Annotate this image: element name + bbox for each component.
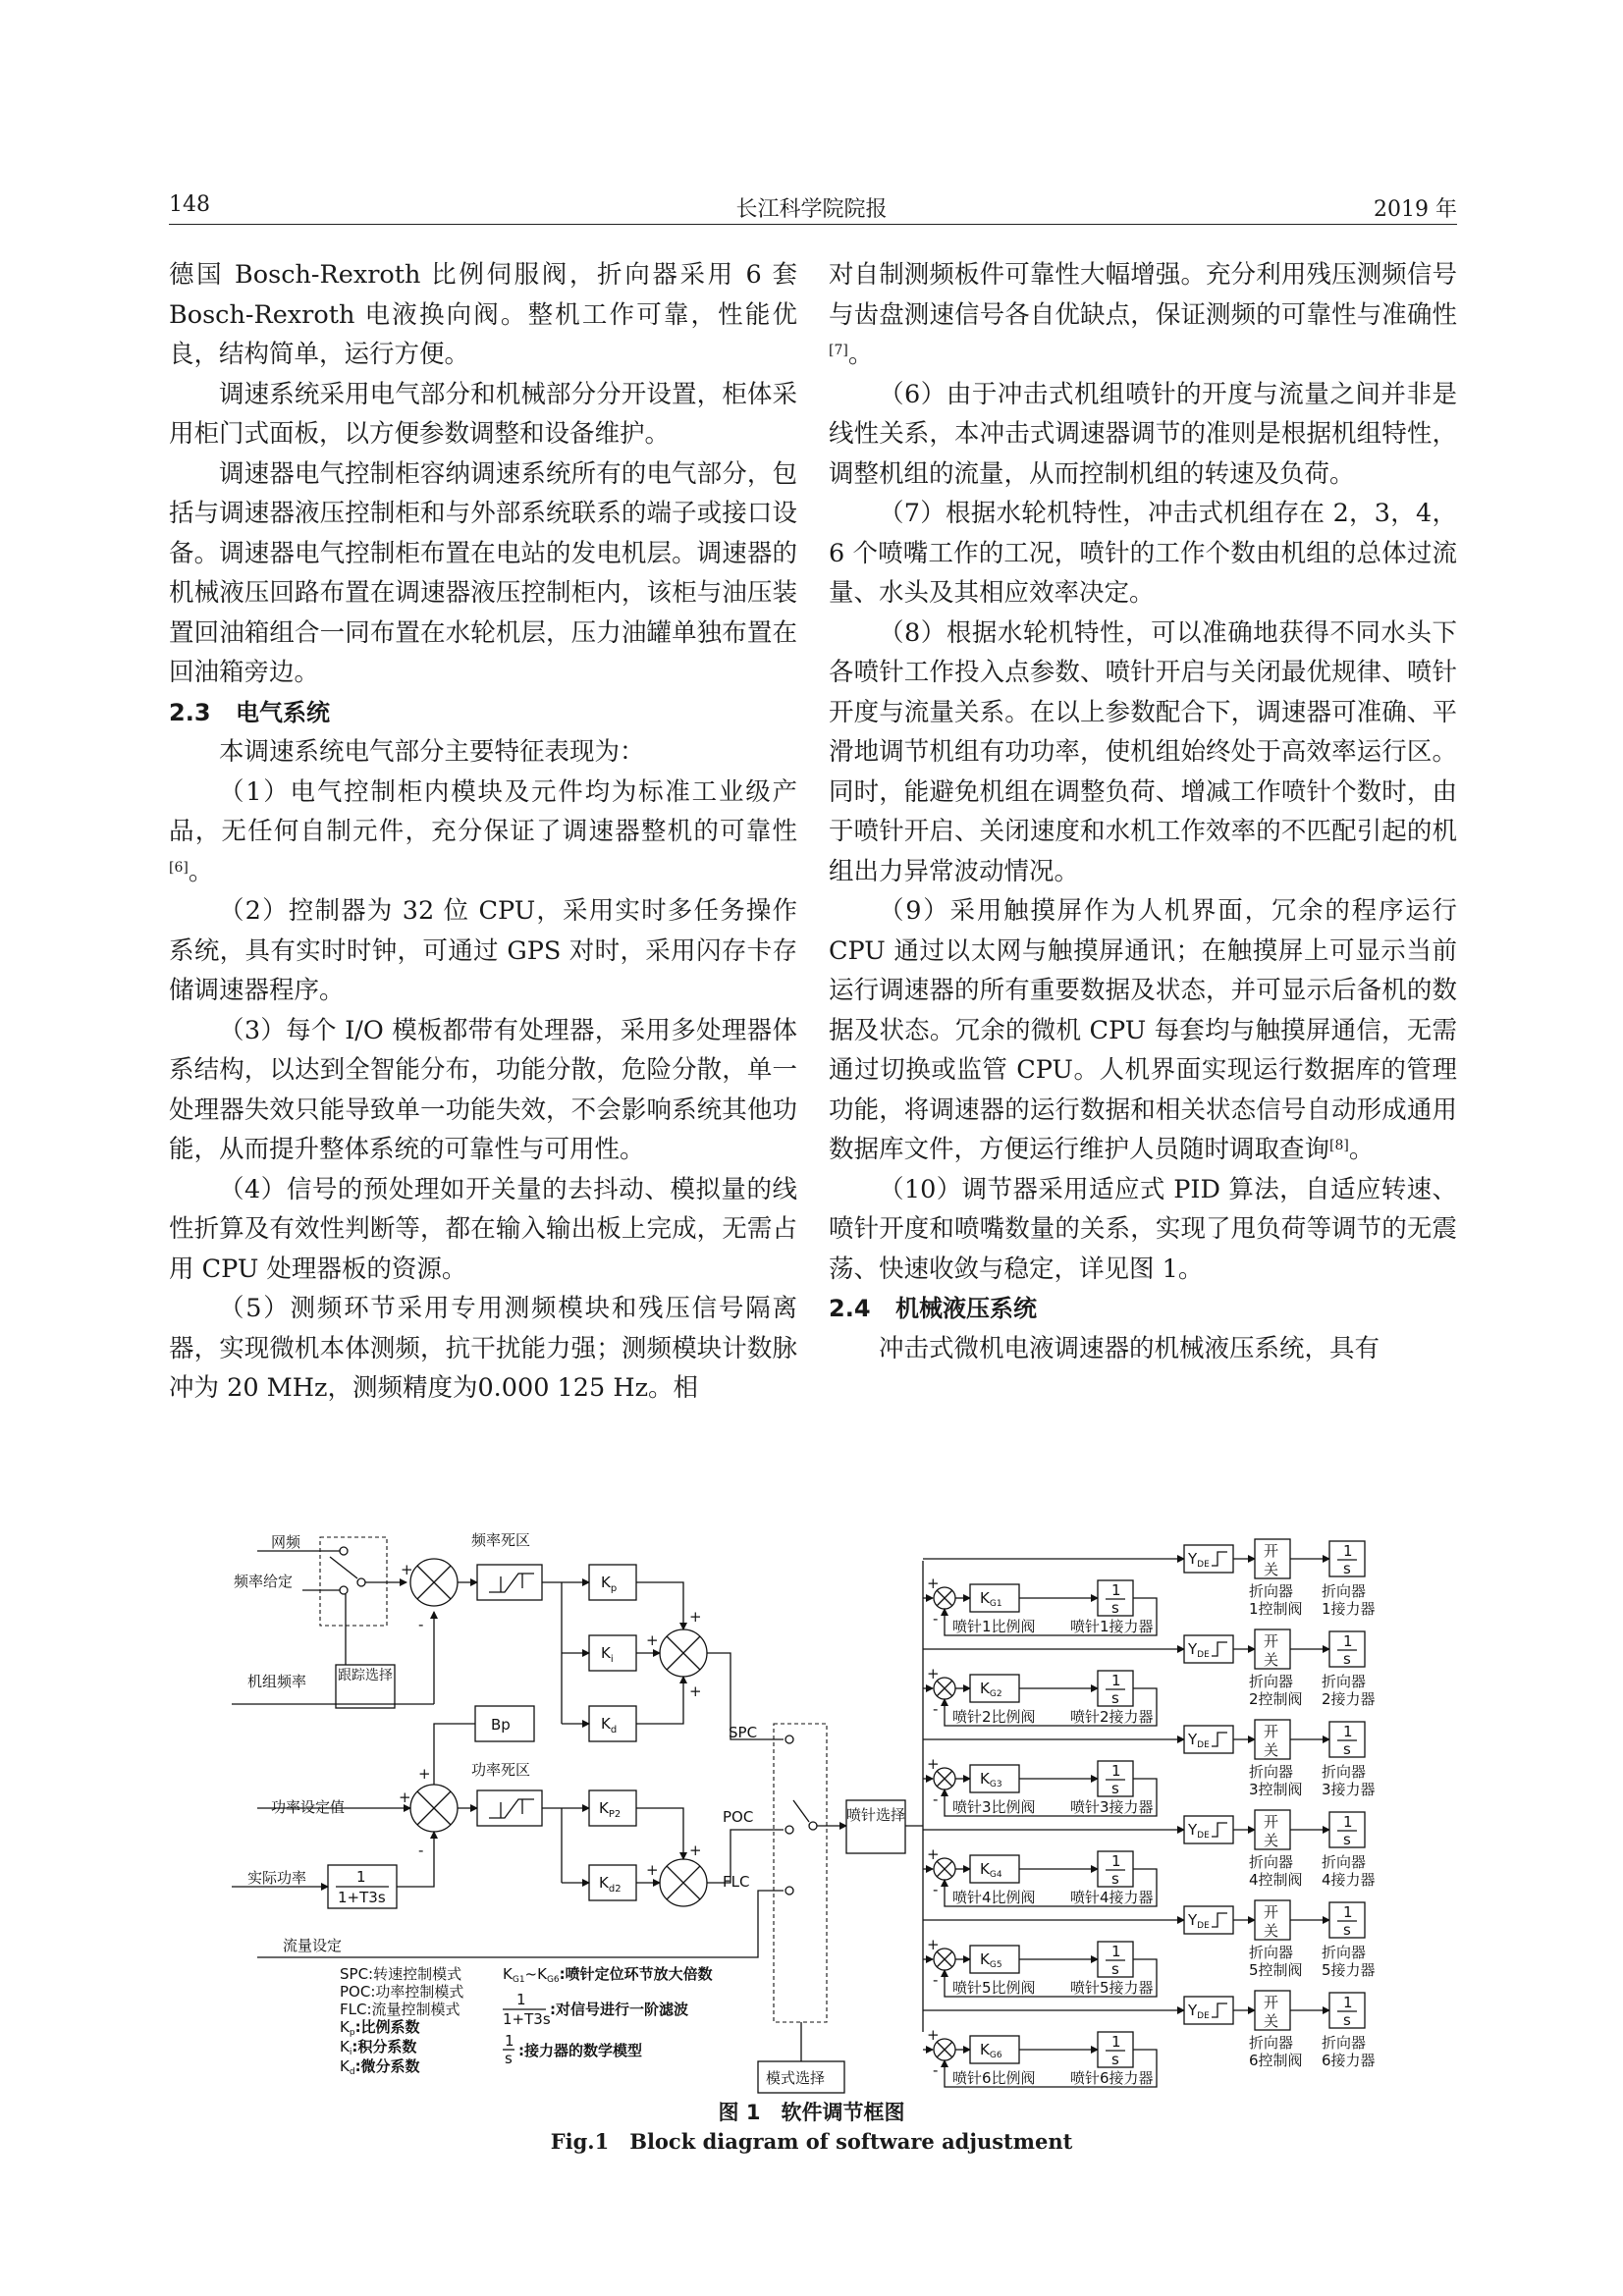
integrator-denominator: s [1111,1689,1119,1707]
sign-plus: + [927,1665,940,1682]
deflector-valve-label: 折向器 [1249,2034,1294,2052]
needle-gain-label: $K_{G4}$ [980,1860,1002,1880]
section-title: 电气系统 [236,698,331,726]
integrator-numerator: 1 [1111,1581,1121,1599]
sign-plus: + [927,1755,940,1773]
switch-contact [340,1586,348,1594]
kp-label: $K_p$ [601,1574,618,1594]
integrator-denominator: s [1343,1650,1351,1668]
switch-label-bottom: 关 [1264,1741,1279,1759]
paragraph-text: 对自制测频板件可靠性大幅增强。充分利用残压测频信号与齿盘测速信号各自优缺点，保证测频的可靠性与准确性 [829,260,1457,330]
sign-plus: + [401,1561,413,1578]
deflector-valve-label: 4控制阀 [1249,1871,1303,1889]
ydef-label: $Y_{DE}$ [1188,2002,1210,2021]
deflector-valve-label: 3控制阀 [1249,1781,1303,1798]
needle-valve-label: 喷针5比例阀 [952,1979,1036,1997]
deflector-valve-label: 折向器 [1249,1582,1294,1600]
sign-plus: + [927,2026,940,2044]
filter-out-line [397,1832,434,1887]
deflector-servo-label: 2接力器 [1322,1690,1376,1708]
needle-gain-label: $K_{G1}$ [980,1589,1002,1609]
deflector-servo-label: 6接力器 [1322,2052,1376,2069]
pid-sum-junction [660,1629,707,1677]
bp-link [434,1724,475,1785]
sign-minus: - [933,1700,939,1718]
switch-label-top: 开 [1264,1994,1279,2011]
needle-servo-label: 喷针5接力器 [1070,1979,1154,1997]
sign-plus: + [646,1631,659,1649]
section-title: 机械液压系统 [895,1295,1038,1322]
legend-poc: POC:功率控制模式 [340,1983,464,2001]
figure-caption-cn: 图 1 软件调节框图 [718,2101,905,2124]
kp2-label: $K_{P2}$ [599,1799,622,1820]
track-select-label: 跟踪选择 [338,1668,393,1683]
switch-blade [793,1800,809,1822]
deflector-servo-label: 5接力器 [1322,1961,1376,1979]
switch-label-top: 开 [1264,1903,1279,1921]
input-label-power-set: 功率设定值 [271,1798,346,1816]
paragraph: 德国 Bosch-Rexroth 比例伺服阀，折向器采用 6 套 Bosch-Rexroth 电液换向阀。整机工作可靠，性能优良，结构简单，运行方便。 [169,260,797,369]
figure-caption-en: Fig.1 Block diagram of software adjustment [550,2129,1073,2154]
paragraph: （5）测频环节采用专用测频模块和残压信号隔离器，实现微机本体测频，抗干扰能力强；测频模块计数脉冲为 20 MHz，测频精度为0.000 125 Hz。相 [169,1294,797,1403]
integrator-numerator: 1 [1111,1762,1121,1780]
paragraph: 调速器电气控制柜容纳调速系统所有的电气部分，包括与调速器液压控制柜和与外部系统联系的端子或接口设备。调速器电气控制柜布置在电站的发电机层。调速器的机械液压回路布置在调速器液压控制柜内，该柜与油压装置回油箱组合一同布置在水轮机层，压力油罐单独布置在回油箱旁边。 [169,458,797,687]
switch-contact [340,1547,348,1555]
paragraph: （8）根据水轮机特性，可以准确地获得不同水头下各喷针工作投入点参数、喷针开启与关闭最优规律、喷针开度与流量关系。在以上参数配合下，调速器可准确、平滑地调节机组有功功率，使机组始终处于高效率运行区。同时，能避免机组在调整负荷、增减工作喷针个数时，由于喷针开启、关闭速度和水机工作效率的不匹配引起的机组出力异常波动情况。 [829,617,1457,886]
input-label-grid-freq: 网频 [271,1533,301,1551]
switch-label-top: 开 [1264,1723,1279,1740]
needle-gain-label: $K_{G2}$ [980,1680,1002,1699]
legend-kp: $K_p$:比例系数 [340,2018,420,2038]
deflector-valve-label: 折向器 [1249,1673,1294,1690]
publication-year: 2019 年 [1374,197,1457,222]
switch-blade [330,1557,357,1578]
switch-contact [785,1826,793,1834]
sign-minus: - [933,2061,939,2079]
sign-plus: + [689,1842,702,1859]
kp-block [589,1565,636,1600]
mode-flc-label: FLC [723,1873,750,1891]
deflector-valve-label: 2控制阀 [1249,1690,1303,1708]
section-number: 2.3 [169,698,211,726]
citation: [8] [1329,1138,1349,1153]
switch-label-bottom: 关 [1264,1922,1279,1940]
sign-plus: + [927,1936,940,1953]
power-deadband-label: 功率死区 [471,1761,531,1779]
citation: [6] [169,859,189,876]
integrator-numerator: 1 [1111,1852,1121,1870]
deflector-valve-label: 6控制阀 [1249,2052,1303,2069]
legend-int-den: s [505,2050,513,2067]
legend-filter-num: 1 [516,1991,526,2008]
deflector-servo-label: 1接力器 [1322,1600,1376,1618]
sign-minus: - [418,1616,424,1633]
deflector-valve-label: 折向器 [1249,1763,1294,1781]
sign-minus: - [933,1610,939,1628]
integrator-numerator: 1 [1111,1672,1121,1689]
deflector-servo-label: 折向器 [1322,1944,1367,1961]
paragraph: 冲击式微机电液调速器的机械液压系统，具有 [879,1333,1380,1363]
deflector-valve-label: 5控制阀 [1249,1961,1303,1979]
integrator-denominator: s [1111,1599,1119,1617]
needle-servo-label: 喷针1接力器 [1070,1618,1154,1635]
integrator-denominator: s [1343,1831,1351,1848]
citation: [7] [829,343,848,358]
switch-label-top: 开 [1264,1813,1279,1831]
mode-switch-group [774,1724,827,2022]
needle-gain-label: $K_{G5}$ [980,1950,1002,1970]
needle-servo-label: 喷针2接力器 [1070,1708,1154,1726]
sign-plus: + [927,1845,940,1863]
sign-plus: + [646,1861,659,1879]
needle-select-label: 喷针选择 [846,1806,905,1824]
paragraph: （6）由于冲击式机组喷针的开度与流量之间并非是线性关系，本冲击式调速器调节的准则是根据机组特性，调整机组的流量，从而控制机组的转速及负荷。 [829,379,1457,489]
freq-sum-junction [410,1559,458,1606]
paragraph: 调速系统采用电气部分和机械部分分开设置，柜体采用柜门式面板，以方便参数调整和设备维护。 [169,379,797,449]
mode-poc-label: POC [723,1808,754,1826]
needle-valve-label: 喷针4比例阀 [952,1889,1036,1906]
kp-out-line [636,1582,683,1629]
sign-minus: - [933,1790,939,1808]
deflector-servo-label: 3接力器 [1322,1781,1376,1798]
paragraph: （4）信号的预处理如开关量的去抖动、模拟量的线性折算及有效性判断等，都在输入输出板上完成，无需占用 CPU 处理器板的资源。 [169,1174,797,1284]
legend-spc: SPC:转速控制模式 [340,1965,462,1983]
deflector-servo-label: 折向器 [1322,1582,1367,1600]
freq-deadband-block [477,1565,542,1600]
legend-kg: $K_{G1}\sim K_{G6}$:喷针定位环节放大倍数 [503,1965,713,1985]
paragraph-end: 。 [1348,1135,1375,1164]
sign-plus: + [689,1682,702,1700]
integrator-denominator: s [1111,1780,1119,1797]
integrator-denominator: s [1343,2011,1351,2029]
switch-label-bottom: 关 [1264,1561,1279,1578]
deflector-valve-label: 1控制阀 [1249,1600,1303,1618]
pd-sum-junction [660,1859,707,1906]
switch-label-top: 开 [1264,1632,1279,1650]
ydef-label: $Y_{DE}$ [1188,1911,1210,1931]
deflector-servo-label: 折向器 [1322,1853,1367,1871]
power-sum-junction [410,1785,458,1832]
needle-servo-label: 喷针6接力器 [1070,2069,1154,2087]
legend-kd: $K_d$:微分系数 [340,2057,420,2077]
ydef-label: $Y_{DE}$ [1188,1821,1210,1841]
needle-valve-label: 喷针6比例阀 [952,2069,1036,2087]
switch-label-bottom: 关 [1264,2012,1279,2030]
sign-plus: + [418,1765,431,1783]
mode-spc-label: SPC [729,1724,758,1741]
switch-label-top: 开 [1264,1542,1279,1560]
deflector-valve-label: 折向器 [1249,1944,1294,1961]
bp-label: Bp [491,1716,511,1734]
filter-numerator: 1 [356,1868,366,1886]
ki-block [589,1635,636,1671]
paragraph-end: 。 [847,340,874,369]
deflector-servo-label: 4接力器 [1322,1871,1376,1889]
integrator-denominator: s [1343,1560,1351,1577]
integrator-numerator: 1 [1343,1903,1353,1921]
page-number: 148 [169,192,210,217]
paragraph: 本调速系统电气部分主要特征表现为： [219,737,645,767]
integrator-denominator: s [1111,2051,1119,2068]
deflector-servo-label: 折向器 [1322,2034,1367,2052]
legend-filter-den: 1+T3s [503,2010,551,2028]
input-label-flow-set: 流量设定 [283,1937,343,1954]
sign-plus: + [689,1608,702,1626]
sign-minus: - [933,1971,939,1989]
integrator-numerator: 1 [1343,1723,1353,1740]
switch-contact [357,1578,365,1586]
ydef-label: $Y_{DE}$ [1188,1550,1210,1570]
switch-contact [785,1735,793,1743]
ydef-label: $Y_{DE}$ [1188,1640,1210,1660]
kp2-block [589,1790,636,1826]
legend-filter-desc: :对信号进行一阶滤波 [550,2001,688,2018]
paragraph-text: （1）电气控制柜内模块及元件均为标准工业级产品，无任何自制元件，充分保证了调速器整机的可靠性 [169,776,797,846]
sign-minus: - [418,1842,424,1859]
switch-label-bottom: 关 [1264,1651,1279,1669]
legend-flc: FLC:流量控制模式 [340,2001,460,2018]
power-deadband-block [477,1790,542,1826]
paragraph: （3）每个 I/O 模板都带有处理器，采用多处理器体系结构，以达到全智能分布，功能分散，危险分散，单一处理器失效只能导致单一功能失效，不会影响系统其他功能，从而提升整体系统的可靠性与可用性。 [169,1015,797,1164]
kd-label: $K_d$ [601,1715,618,1735]
paragraph-end: 。 [188,856,214,886]
freq-deadband-label: 频率死区 [471,1531,531,1549]
paragraph-text: （9）采用触摸屏作为人机界面，冗余的程序运行 CPU 通过以太网与触摸屏通讯；在触摸屏上可显示当前运行调速器的所有重要数据及状态，并可显示后备机的数据及状态。冗余的微机 CPU 每套均与触摸屏通信，无需通过切换或监管 CPU。人机界面实现运行数据库的管理功能，将调速器的运行数据和相关状态信号自动形成通用数据库文件，方便运行维护人员随时调取查询 [829,896,1457,1164]
deflector-servo-label: 折向器 [1322,1763,1367,1781]
deflector-servo-label: 折向器 [1322,1673,1367,1690]
needle-servo-label: 喷针3接力器 [1070,1798,1154,1816]
integrator-numerator: 1 [1343,1632,1353,1650]
paragraph: （10）调节器采用适应式 PID 算法，自适应转速、喷针开度和喷嘴数量的关系，实现了甩负荷等调节的无震荡、快速收敛与稳定，详见图 1。 [829,1174,1457,1284]
legend-ki: $K_i$:积分系数 [340,2038,417,2057]
deflector-valve-label: 折向器 [1249,1853,1294,1871]
needle-channels [923,1539,1376,2087]
legend-int-desc: :接力器的数学模型 [518,2042,642,2059]
sign-plus: + [927,1575,940,1592]
input-label-unit-freq: 机组频率 [247,1673,307,1690]
switch-contact [809,1822,817,1830]
ki-label: $K_i$ [601,1644,614,1665]
needle-gain-label: $K_{G6}$ [980,2041,1002,2060]
switch-label-bottom: 关 [1264,1832,1279,1849]
mode-select-label: 模式选择 [766,2069,826,2087]
paragraph: （7）根据水轮机特性，冲击式机组存在 2，3，4，6 个喷嘴工作的工况，喷针的工作个数由机组的总体过流量、水头及其相应效率决定。 [829,499,1457,608]
input-label-freq-set: 频率给定 [234,1573,294,1590]
needle-valve-label: 喷针2比例阀 [952,1708,1036,1726]
paragraph: （2）控制器为 32 位 CPU，采用实时多任务操作系统，具有实时时钟，可通过 GPS 对时，采用闪存卡存储调速器程序。 [169,896,797,1005]
sign-minus: - [933,1881,939,1898]
needle-servo-label: 喷针4接力器 [1070,1889,1154,1906]
integrator-numerator: 1 [1111,2033,1121,2051]
needle-valve-label: 喷针1比例阀 [952,1618,1036,1635]
legend-int-num: 1 [505,2032,514,2050]
switch-contact [785,1887,793,1895]
ydef-label: $Y_{DE}$ [1188,1731,1210,1750]
input-label-actual-power: 实际功率 [247,1869,307,1887]
integrator-numerator: 1 [1343,1994,1353,2011]
filter-denominator: 1+T3s [338,1889,386,1906]
needle-valve-label: 喷针3比例阀 [952,1798,1036,1816]
kp2-out-line [636,1808,683,1859]
kd2-block [589,1865,636,1900]
journal-name: 长江科学院院报 [735,197,888,222]
integrator-numerator: 1 [1343,1813,1353,1831]
kd-block [589,1706,636,1741]
integrator-denominator: s [1343,1921,1351,1939]
integrator-numerator: 1 [1343,1542,1353,1560]
sign-plus: + [399,1789,411,1806]
kd2-label: $K_{d2}$ [599,1874,622,1895]
kd-out-line [636,1677,683,1724]
integrator-numerator: 1 [1111,1943,1121,1960]
integrator-denominator: s [1111,1870,1119,1888]
needle-gain-label: $K_{G3}$ [980,1770,1002,1789]
integrator-denominator: s [1343,1740,1351,1758]
section-number: 2.4 [829,1295,871,1322]
integrator-denominator: s [1111,1960,1119,1978]
